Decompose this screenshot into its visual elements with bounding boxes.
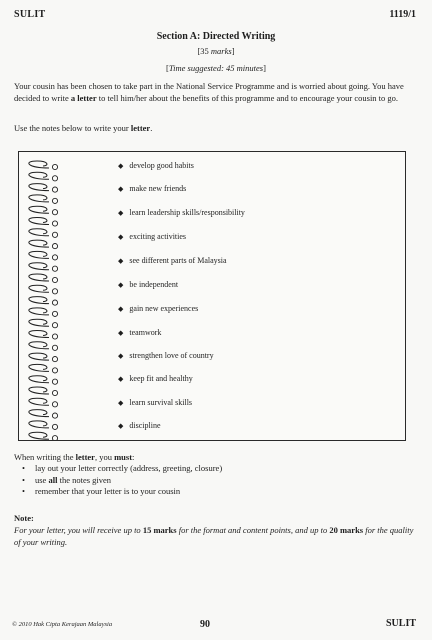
spiral-binding-icon <box>19 152 109 440</box>
requirements-list <box>22 463 222 498</box>
note-item: ◆ learn survival skills <box>118 398 193 407</box>
note-item: ◆ make new friends <box>118 184 187 193</box>
diamond-bullet-icon: ◆ <box>118 280 124 289</box>
note-item: ◆ see different parts of Malaysia <box>118 256 227 265</box>
diamond-bullet-icon: ◆ <box>118 328 124 337</box>
copyright: © 2010 Hak Cipta Kerajaan Malaysia <box>12 621 113 628</box>
diamond-bullet-icon: ◆ <box>118 374 124 383</box>
diamond-bullet-icon: ◆ <box>118 398 124 407</box>
requirement-item: • remember that your letter is to your cousin <box>22 486 222 498</box>
header-sulit-label: SULIT <box>14 9 46 20</box>
note-item: ◆ gain new experiences <box>118 304 199 313</box>
note-item: ◆ learn leadership skills/responsibility <box>118 208 245 217</box>
note-item: ◆ strengthen love of country <box>118 351 214 360</box>
footer-sulit-label: SULIT <box>385 618 416 629</box>
use-notes-instruction: Use the notes below to write your letter. <box>14 123 153 133</box>
note-item: ◆ exciting activities <box>118 232 187 241</box>
note-item: ◆ be independent <box>118 280 179 289</box>
diamond-bullet-icon: ◆ <box>118 232 124 241</box>
note-item: ◆ teamwork <box>118 328 162 337</box>
diamond-bullet-icon: ◆ <box>118 351 124 360</box>
diamond-bullet-icon: ◆ <box>118 256 124 265</box>
diamond-bullet-icon: ◆ <box>118 208 124 217</box>
note-text: For your letter, you will receive up to 15 marks for the format and content points, and up to 20 marks for the quality of your writing. <box>14 525 414 547</box>
note-item: ◆ discipline <box>118 421 161 430</box>
notes-notebook <box>18 151 406 441</box>
writing-requirements-intro: When writing the letter, you must: <box>14 452 135 462</box>
section-title: Section A: Directed Writing <box>156 31 276 42</box>
time-suggested: [Time suggested: 45 minutes] <box>166 63 266 73</box>
section-marks: [35 marks] <box>197 46 235 56</box>
page-number: 90 <box>200 619 210 630</box>
paper-code: 1119/1 <box>389 9 416 20</box>
requirement-item: • use all the notes given <box>22 475 222 487</box>
diamond-bullet-icon: ◆ <box>118 184 124 193</box>
note-item: ◆ keep fit and healthy <box>118 374 193 383</box>
question-intro: Your cousin has been chosen to take part in the National Service Programme and is worried about going. You have decided to write a letter to tell him/her about the benefits of this programme and to encourage your cousin to go. <box>14 81 404 103</box>
note-heading: Note: <box>14 513 34 523</box>
diamond-bullet-icon: ◆ <box>118 421 124 430</box>
requirement-item: • lay out your letter correctly (address, greeting, closure) <box>22 463 222 475</box>
diamond-bullet-icon: ◆ <box>118 161 124 170</box>
diamond-bullet-icon: ◆ <box>118 304 124 313</box>
note-item: ◆ develop good habits <box>118 161 194 170</box>
